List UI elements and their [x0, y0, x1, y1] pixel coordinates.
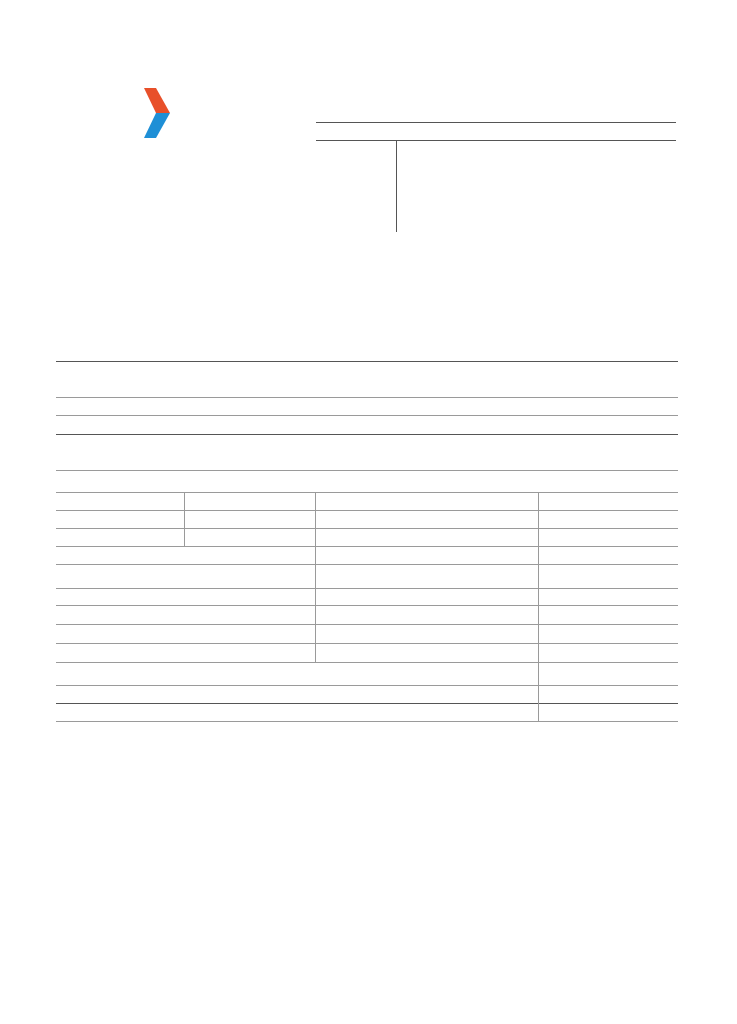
summary-divider-bottom: [56, 434, 678, 435]
header-divider-2: [316, 140, 676, 141]
deposits-col-divider: [184, 492, 185, 546]
ending-divider: [56, 685, 678, 686]
logo-chevron-icon: [142, 88, 172, 138]
deposits-divider: [56, 564, 678, 565]
logo-chevron-top: [144, 88, 170, 113]
deposits-divider: [56, 546, 678, 547]
ending-divider: [56, 721, 678, 722]
withdrawals-divider: [56, 624, 678, 625]
ending-col-divider: [538, 662, 539, 721]
withdrawals-divider: [56, 662, 678, 663]
deposits-divider: [56, 510, 678, 511]
withdrawals-divider: [56, 605, 678, 606]
deposits-col-divider: [538, 492, 539, 564]
deposits-divider: [56, 528, 678, 529]
withdrawals-divider: [56, 643, 678, 644]
note-divider: [56, 470, 678, 471]
withdrawals-divider: [56, 588, 678, 589]
logo-chevron-bottom: [144, 113, 170, 138]
header-vertical-divider: [396, 140, 397, 232]
summary-divider-top: [56, 361, 678, 362]
bank-logo: [90, 88, 265, 138]
deposits-divider: [56, 492, 678, 493]
withdrawals-col-divider: [315, 564, 316, 662]
header-divider-1: [316, 122, 676, 123]
deposits-col-divider: [315, 492, 316, 564]
ending-divider: [56, 703, 678, 704]
summary-divider: [56, 415, 678, 416]
summary-divider: [56, 397, 678, 398]
withdrawals-col-divider: [538, 564, 539, 662]
